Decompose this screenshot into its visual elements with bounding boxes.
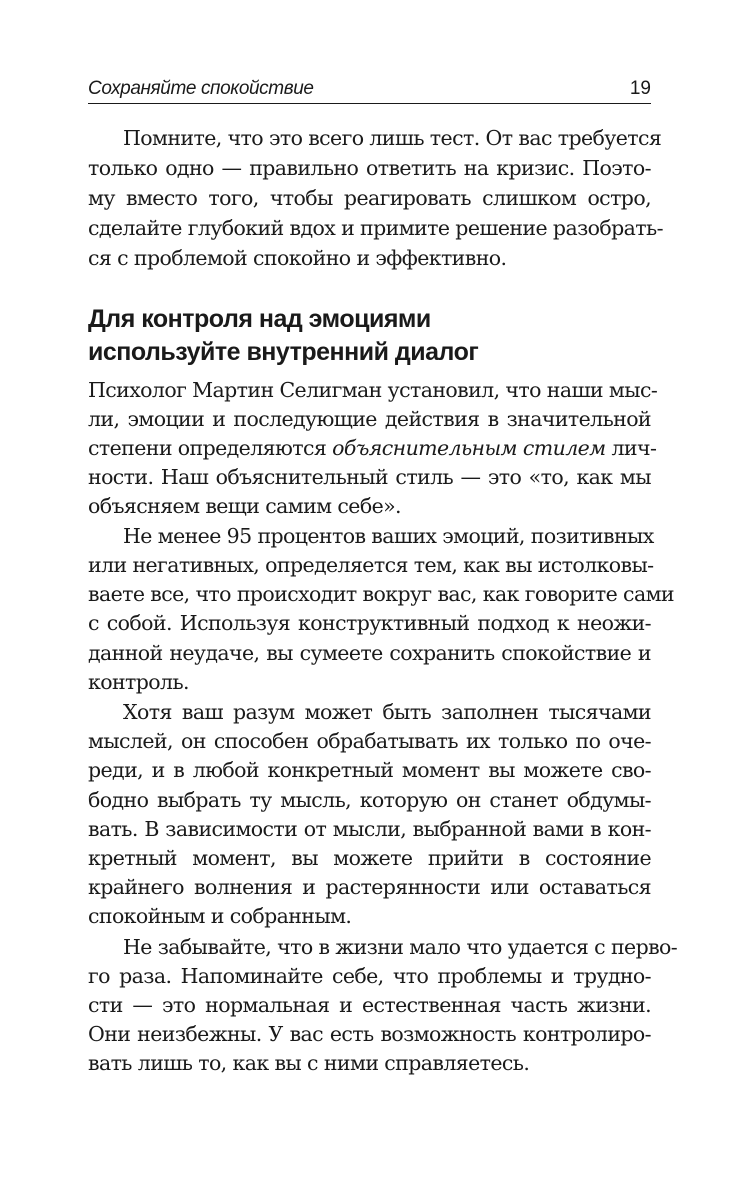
- paragraph-2-line-5: объясняем вещи самим себе».: [88, 494, 401, 518]
- paragraph-2-line-2: ли, эмоции и последующие действия в значительной: [88, 407, 651, 431]
- paragraph-4-line-7: крайнего волнения и растерянности или оставаться: [88, 875, 651, 899]
- paragraph-2-line-3: [88, 433, 657, 463]
- paragraph-3-line-4: с собой. Используя конструктивный подход к неожи-: [88, 611, 651, 635]
- paragraph-4-line-3: реди, и в любой конкретный момент вы можете сво-: [88, 758, 651, 782]
- paragraph-2-line-3-start: степени определяются: [88, 436, 327, 460]
- section-heading-line-1: Для контроля над эмоциями: [88, 305, 431, 333]
- running-head-title: Сохраняйте спокойствие: [88, 78, 314, 99]
- section-heading-line-2: используйте внутренний диалог: [88, 338, 479, 366]
- paragraph-5-line-5: вать лишь то, как вы с ними справляетесь.: [88, 1051, 530, 1075]
- running-head: [88, 76, 651, 102]
- paragraph-3-line-6: контроль.: [88, 670, 189, 694]
- paragraph-5-line-3: сти — это нормальная и естественная часть жизни.: [88, 993, 651, 1017]
- paragraph-1-line-1: Помните, что это всего лишь тест. От вас требуется: [123, 126, 662, 150]
- paragraph-3-line-5: данной неудаче, вы сумеете сохранить спокойствие и: [88, 641, 651, 665]
- header-rule: [88, 103, 651, 104]
- paragraph-2-line-4: ности. Наш объяснительный стиль — это «то, как мы: [88, 465, 651, 489]
- paragraph-5-line-2: го раза. Напоминайте себе, что проблемы и трудно-: [88, 964, 651, 988]
- paragraph-4-line-1: Хотя ваш разум может быть заполнен тысячами: [123, 700, 651, 724]
- paragraph-3-line-1: Не менее 95 процентов ваших эмоций, позитивных: [123, 524, 654, 548]
- paragraph-3-line-2: или негативных, определяется тем, как вы истолковы-: [88, 553, 654, 577]
- paragraph-2-line-3-end: лич-: [611, 436, 657, 460]
- paragraph-3-line-3: ваете все, что происходит вокруг вас, как говорите сами: [88, 582, 674, 606]
- paragraph-4-line-5: вать. В зависимости от мысли, выбранной вами в кон-: [88, 817, 651, 841]
- paragraph-1-line-5: ся с проблемой спокойно и эффективно.: [88, 246, 507, 270]
- paragraph-4-line-6: кретный момент, вы можете прийти в состояние: [88, 846, 651, 870]
- paragraph-1-line-4: сделайте глубокий вдох и примите решение разобрать-: [88, 216, 663, 240]
- paragraph-4-line-4: бодно выбрать ту мысль, которую он станет обдумы-: [88, 788, 651, 812]
- paragraph-5-line-1: Не забывайте, что в жизни мало что удается с перво-: [123, 935, 678, 959]
- page-number: 19: [629, 78, 651, 99]
- paragraph-1-line-3: му вместо того, чтобы реагировать слишком остро,: [88, 186, 651, 210]
- paragraph-4-line-8: спокойным и собранным.: [88, 904, 352, 928]
- paragraph-2-line-1: Психолог Мартин Селигман установил, что наши мыс-: [88, 378, 658, 402]
- paragraph-5-line-4: Они неизбежны. У вас есть возможность контролиро-: [88, 1022, 651, 1046]
- emphasis-explanatory-style: объяснительным стилем: [332, 436, 606, 460]
- paragraph-1-line-2: только одно — правильно ответить на кризис. Поэто-: [88, 156, 651, 180]
- paragraph-4-line-2: мыслей, он способен обрабатывать их только по оче-: [88, 729, 651, 753]
